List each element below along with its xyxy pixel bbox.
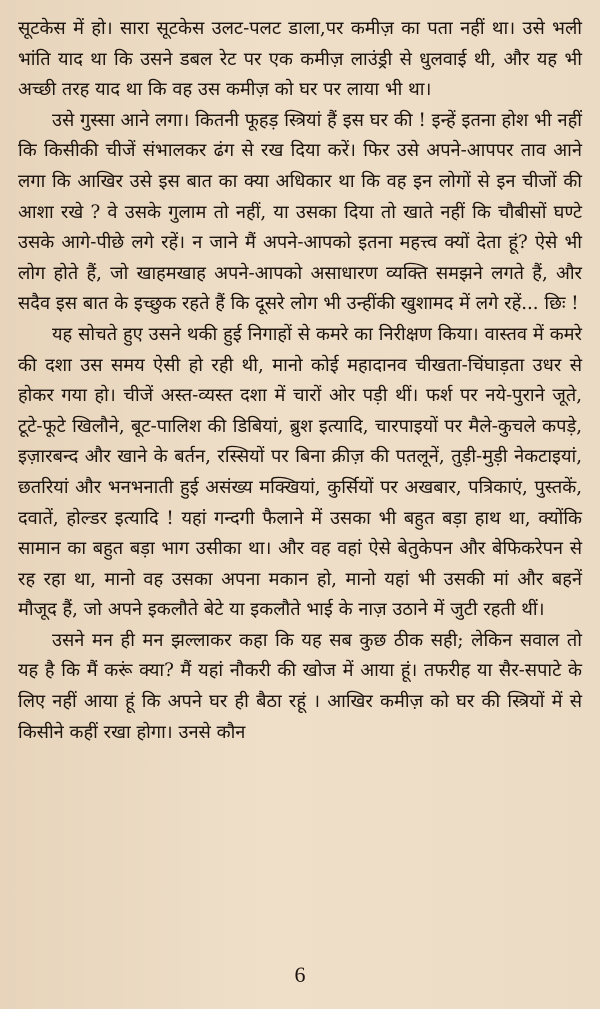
paragraph-2: उसे गुस्सा आने लगा। कितनी फूहड़ स्त्रियां हैं इस घर की ! इन्हें इतना होश भी नहीं कि किसीकी चीजें संभालकर ढंग से रख दिया करें। फिर उसे अपने-आपपर ताव आने लगा कि आखिर उसे इस बात का क्या अधिकार था कि वह इन लोगों से इन चीजों की आशा रखे ? वे उसके गुलाम तो नहीं, या उसका दिया तो खाते नहीं कि चौबीसों घण्टे उसके आगे-पीछे लगे रहें। न जाने मैं अपने-आपको इतना महत्त्व क्यों देता हूं? ऐसे भी लोग होते हैं, जो खाहमखाह अपने-आपको असाधारण व्यक्ति समझने लगते हैं, और सदैव इस बात के इच्छुक रहते हैं कि दूसरे लोग भी उन्हींकी खुशामद में लगे रहें... छिः ! [18,109,582,315]
paragraph-3: यह सोचते हुए उसने थकी हुई निगाहों से कमरे का निरीक्षण किया। वास्तव में कमरे की दशा उस समय ऐसी हो रही थी, मानो कोई महादानव चीखता-चिंघाड़ता उधर से होकर गया हो। चीजें अस्त-व्यस्त दशा में चारों ओर पड़ी थीं। फर्श पर नये-पुराने जूते, टूटे-फूटे खिलौने, बूट-पालिश की डिबियां, ब्रुश इत्यादि, चारपाइयों पर मैले-कुचले कपड़े, इज़ारबन्द और खाने के बर्तन, रस्सियों पर बिना क्रीज़ की पतलूनें, तुड़ी-मुड़ी नेकटाइयां, छतरियां और भनभनाती हुई असंख्य मक्खियां, कुर्सियों पर अखबार, पत्रिकाएं, पुस्तकें, दवातें, होल्डर इत्यादि ! यहां गन्दगी फैलाने में उसका भी बहुत बड़ा हाथ था, क्योंकि सामान का बहुत बड़ा भाग उसीका था। और वह वहां ऐसे बेतुकेपन और बेफिकरेपन से रह रहा था, मानो वह उसका अपना मकान हो, मानो यहां भी उसकी मां और बहनें मौजूद हैं, जो अपने इकलौते बेटे या इकलौते भाई के नाज़ उठाने में जुटी रहती थीं। [18,323,582,621]
paragraph-4: उसने मन ही मन झल्लाकर कहा कि यह सब कुछ ठीक सही; लेकिन सवाल तो यह है कि मैं करूं क्या? मैं यहां नौकरी की खोज में आया हूं। तफरीह या सैर-सपाटे के लिए नहीं आया हूं कि अपने घर ही बैठा रहूं । आखिर कमीज़ को घर की स्त्रियों में से किसीने कहीं रखा होगा। उनसे कौन [18,629,582,743]
paragraph-1: सूटकेस में हो। सारा सूटकेस उलट-पलट डाला,पर कमीज़ का पता नहीं था। उसे भली भांति याद था कि उसने डबल रेट पर एक कमीज़ लाउंड्री से धुलवाई थी, और यह भी अच्छी तरह याद था कि वह उस कमीज़ को घर पर लाया भी था। [18,18,582,101]
page-number: 6 [294,962,306,987]
